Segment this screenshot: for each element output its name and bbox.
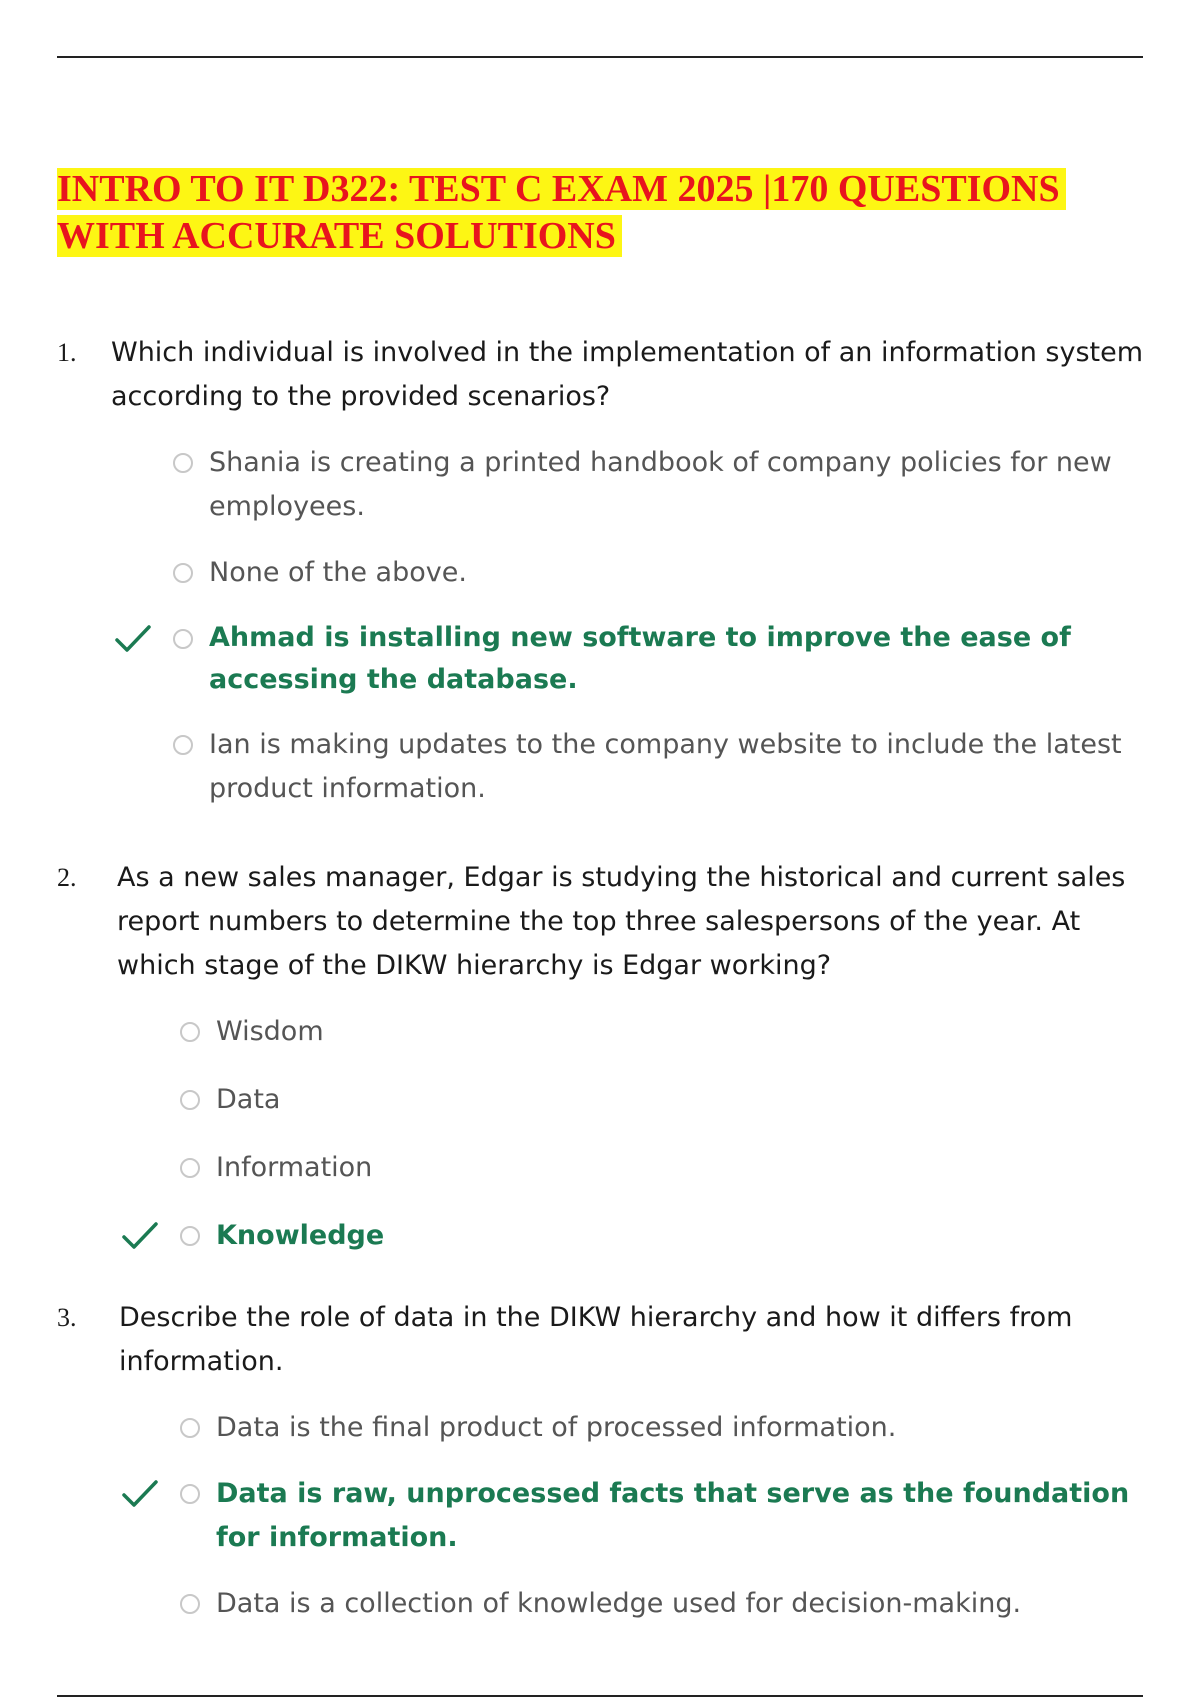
radio-circle-icon[interactable]	[173, 453, 193, 473]
answer-option-text: Shania is creating a printed handbook of company policies for new employees.	[209, 447, 1112, 522]
answer-option[interactable]	[180, 1406, 1147, 1450]
answer-options	[57, 441, 1147, 811]
answer-option-text: Data	[216, 1084, 281, 1115]
answer-option-text: Ahmad is installing new software to improve the ease of accessing the database.	[209, 622, 1071, 695]
radio-circle-icon[interactable]	[180, 1158, 200, 1178]
answer-options	[57, 1010, 1147, 1258]
answer-option-text: None of the above.	[209, 557, 467, 588]
radio-circle-icon[interactable]	[180, 1226, 200, 1246]
answer-option-correct[interactable]	[173, 617, 1147, 701]
answer-option-text: Data is a collection of knowledge used for decision-making.	[216, 1588, 1022, 1619]
radio-circle-icon[interactable]	[173, 563, 193, 583]
document-title	[57, 166, 1157, 260]
question-number: 2.	[57, 863, 77, 892]
answer-option-text: Ian is making updates to the company website to include the latest product information.	[209, 729, 1122, 804]
radio-circle-icon[interactable]	[173, 735, 193, 755]
answer-option-correct[interactable]	[180, 1214, 1147, 1258]
answer-option[interactable]	[180, 1582, 1147, 1626]
answer-option[interactable]	[173, 723, 1147, 811]
bottom-divider	[57, 1695, 1143, 1697]
question-1	[57, 331, 1147, 811]
radio-circle-icon[interactable]	[180, 1484, 200, 1504]
question-2	[57, 856, 1147, 1258]
radio-circle-icon[interactable]	[180, 1022, 200, 1042]
answer-option[interactable]	[173, 441, 1147, 529]
question-number: 3.	[57, 1303, 77, 1332]
radio-circle-icon[interactable]	[173, 629, 193, 649]
check-mark-icon	[113, 619, 153, 659]
answer-options	[57, 1406, 1147, 1626]
answer-option-correct[interactable]	[180, 1472, 1147, 1560]
radio-circle-icon[interactable]	[180, 1594, 200, 1614]
question-text: Which individual is involved in the implementation of an information system according to the provided scenarios?	[111, 337, 1144, 412]
answer-option-text: Knowledge	[216, 1220, 385, 1251]
radio-circle-icon[interactable]	[180, 1090, 200, 1110]
question-3	[57, 1296, 1147, 1626]
question-text: Describe the role of data in the DIKW hierarchy and how it differs from information.	[119, 1302, 1073, 1377]
answer-option-text: Data is raw, unprocessed facts that serve as the foundation for information.	[216, 1478, 1130, 1553]
question-number: 1.	[57, 338, 77, 367]
top-divider	[57, 56, 1143, 58]
answer-option[interactable]	[180, 1010, 1147, 1054]
answer-option-text: Data is the final product of processed information.	[216, 1412, 897, 1443]
answer-option-text: Information	[216, 1152, 373, 1183]
answer-option[interactable]	[180, 1078, 1147, 1122]
answer-option-text: Wisdom	[216, 1016, 324, 1047]
answer-option[interactable]	[173, 551, 1147, 595]
question-text: As a new sales manager, Edgar is studying the historical and current sales report numbers to determine the top three salespersons of the year. At which stage of the DIKW hierarchy is Edgar working?	[117, 862, 1126, 981]
check-mark-icon	[120, 1474, 160, 1514]
answer-option[interactable]	[180, 1146, 1147, 1190]
document-title-highlight: INTRO TO IT D322: TEST C EXAM 2025 |170 QUESTIONS WITH ACCURATE SOLUTIONS	[57, 168, 1066, 257]
check-mark-icon	[120, 1216, 160, 1256]
radio-circle-icon[interactable]	[180, 1418, 200, 1438]
